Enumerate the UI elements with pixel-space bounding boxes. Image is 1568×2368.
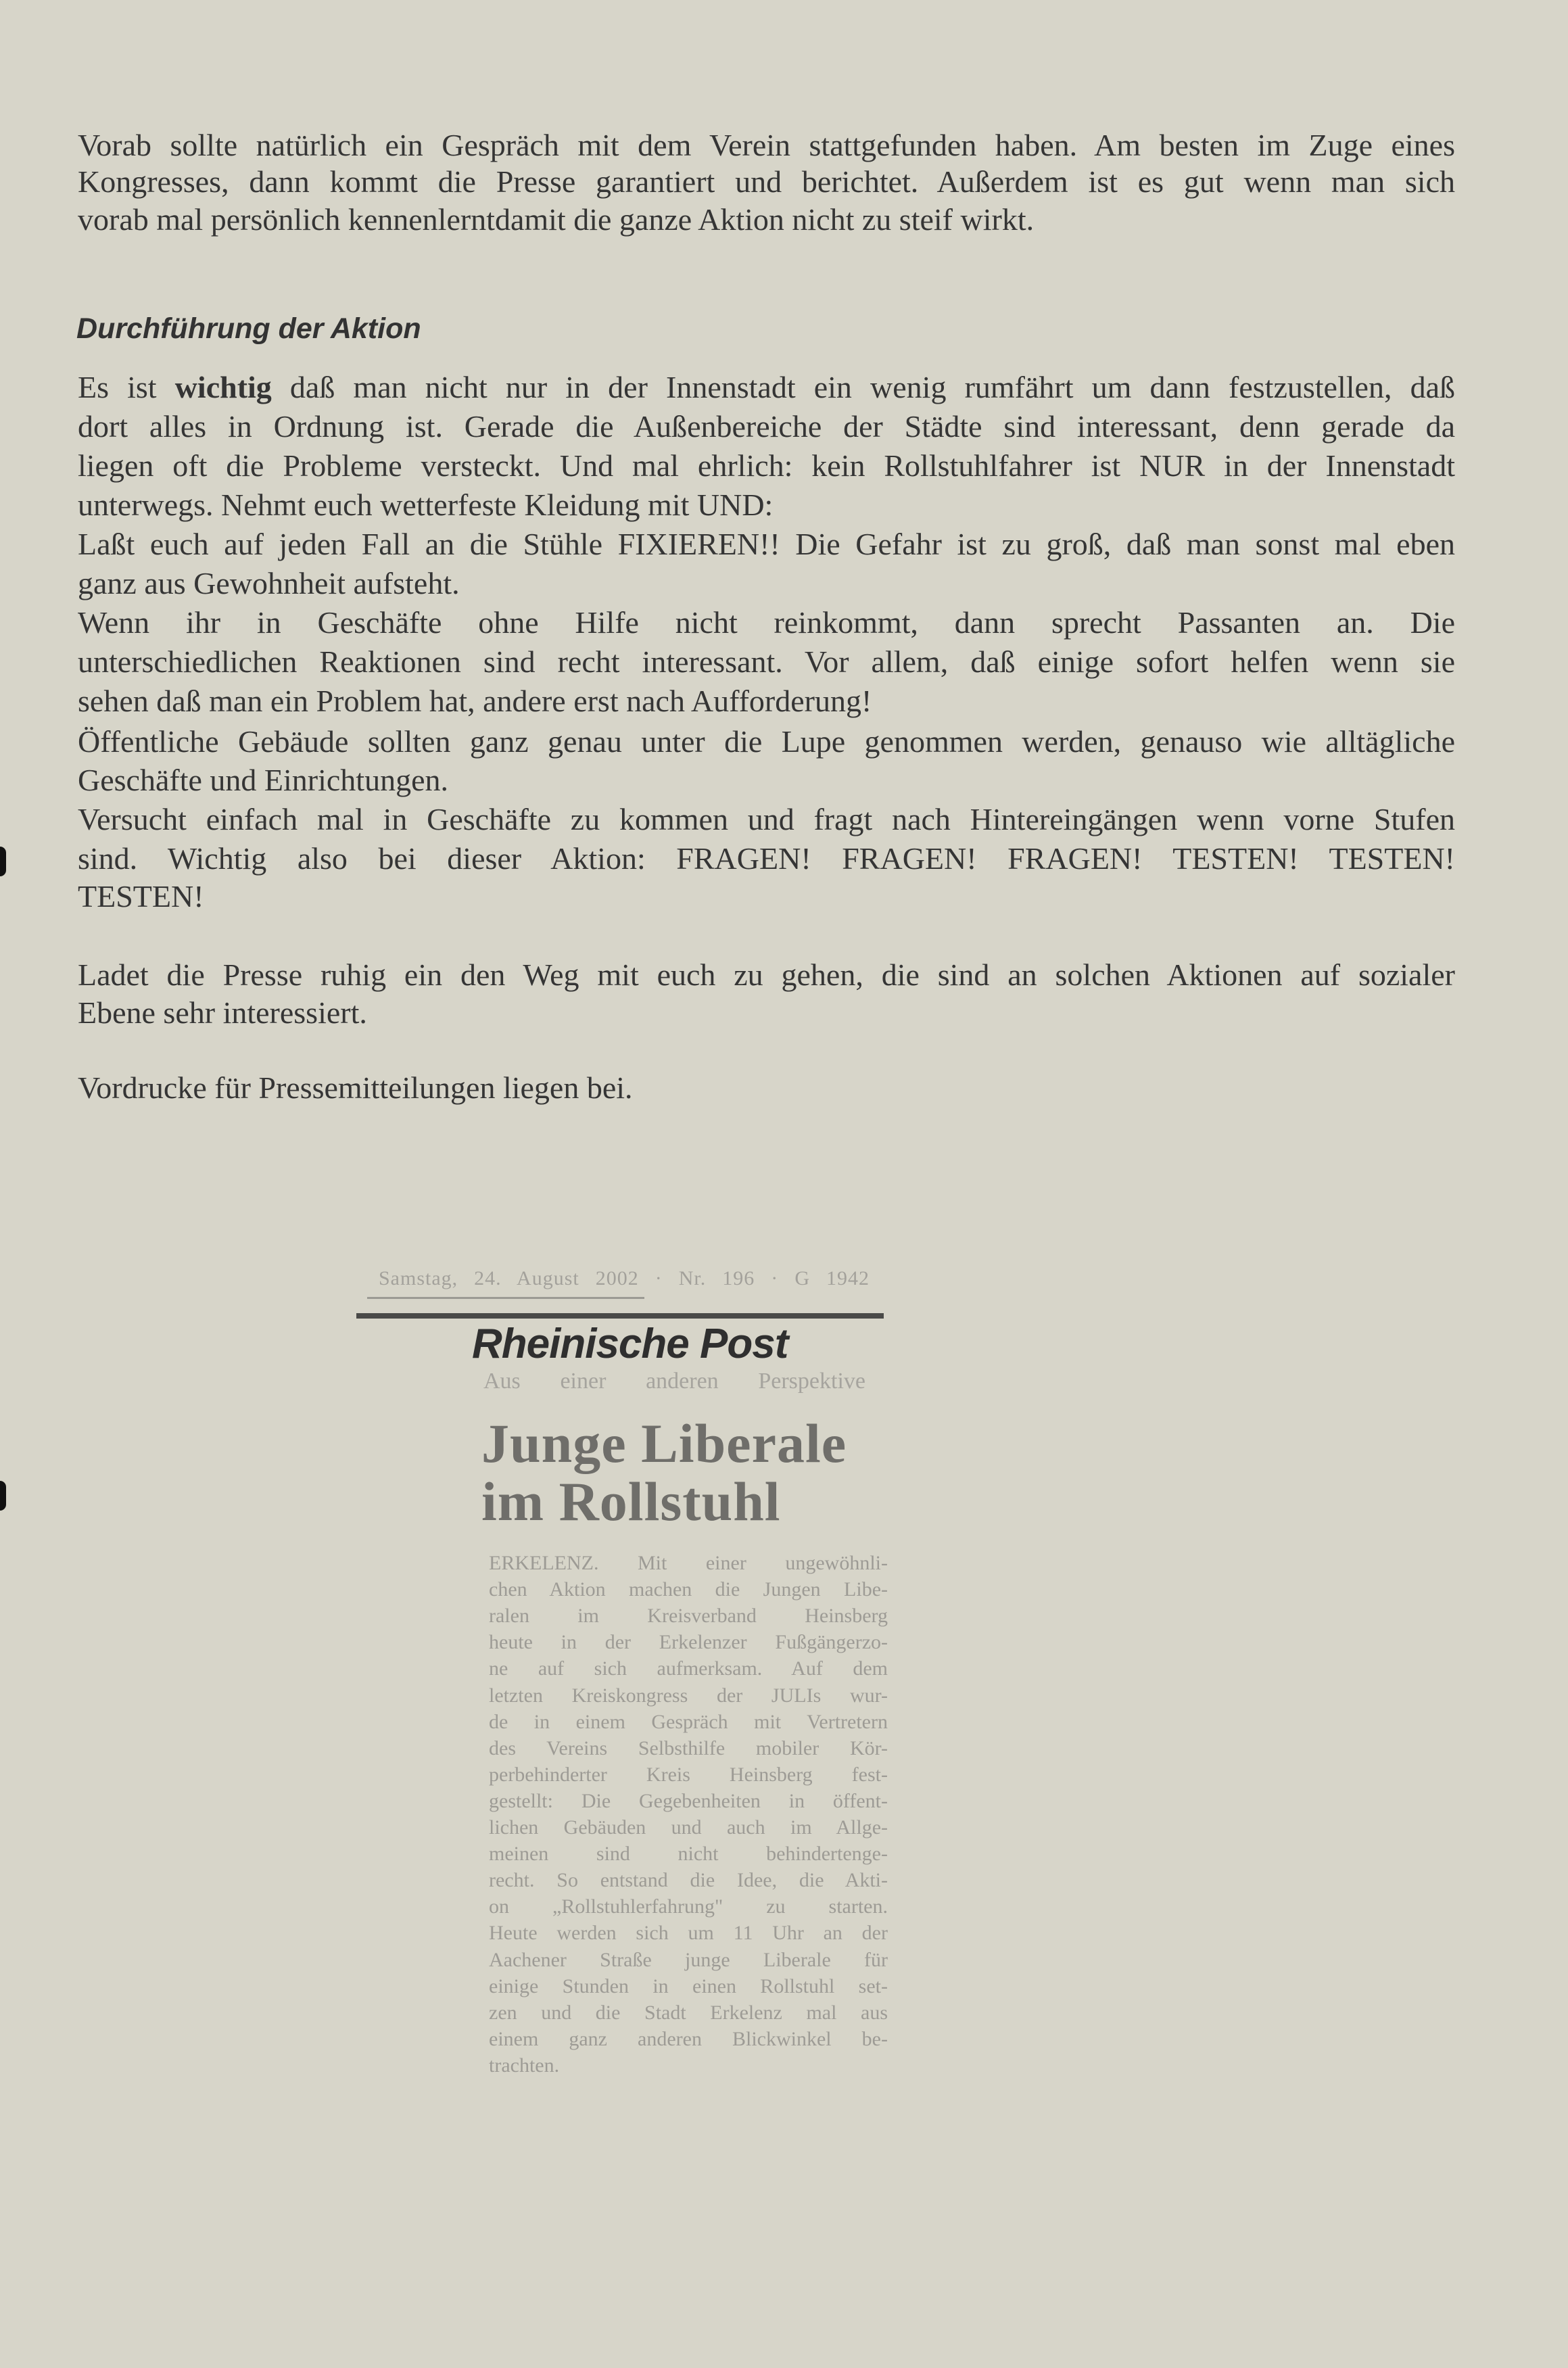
article-line: perbehinderter Kreis Heinsberg fest- (489, 1763, 888, 1786)
article-line: recht. So entstand die Idee, die Akti- (489, 1869, 888, 1892)
text-line: vorab mal persönlich kennenlerntdamit die ganze Aktion nicht zu steif wirkt. (78, 202, 1035, 237)
article-line: einem ganz anderen Blickwinkel be- (489, 2027, 888, 2050)
punch-hole-mark (0, 1481, 6, 1511)
divider (356, 1313, 884, 1319)
article-line: einige Stunden in einen Rollstuhl set- (489, 1974, 888, 1997)
text-line: Versucht einfach mal in Geschäfte zu kommen und fragt nach Hintereingängen wenn vorne Stufen (78, 802, 1455, 836)
text-line: unterschiedlichen Reaktionen sind recht interessant. Vor allem, daß einige sofort helfen wenn sie (78, 644, 1455, 679)
press-note: Vordrucke für Pressemitteilungen liegen bei. (78, 1070, 633, 1105)
newspaper-name: Rheinische Post (472, 1321, 788, 1367)
text-line: sehen daß man ein Problem hat, andere erst nach Aufforderung! (78, 684, 872, 718)
article-line: ERKELENZ. Mit einer ungewöhnli- (489, 1552, 888, 1574)
text-line: sind. Wichtig also bei dieser Aktion: FRAGEN! FRAGEN! FRAGEN! TESTEN! TESTEN! (78, 841, 1455, 876)
text-line: TESTEN! (78, 879, 204, 914)
article-line: on „Rollstuhlerfahrung" zu starten. (489, 1895, 888, 1918)
emphasis-text: wichtig (174, 370, 272, 404)
article-line: letzten Kreiskongress der JULIs wur- (489, 1684, 888, 1707)
text-line: Ebene sehr interessiert. (78, 995, 367, 1030)
punch-hole-mark (0, 847, 6, 876)
article-line: zen und die Stadt Erkelenz mal aus (489, 2001, 888, 2024)
article-line: Heute werden sich um 11 Uhr an der (489, 1922, 888, 1945)
article-line: de in einem Gespräch mit Vertretern (489, 1710, 888, 1733)
text-line: Geschäfte und Einrichtungen. (78, 763, 448, 797)
text-run: Es ist (78, 370, 175, 404)
article-line: gestellt: Die Gegebenheiten in öffent- (489, 1789, 888, 1812)
article-line: meinen sind nicht behindertenge- (489, 1843, 888, 1866)
divider (367, 1297, 644, 1299)
article-headline: im Rollstuhl (481, 1471, 781, 1532)
article-line: heute in der Erkelenzer Fußgängerzo- (489, 1631, 888, 1654)
text-line: Ladet die Presse ruhig ein den Weg mit euch zu gehen, die sind an solchen Aktionen auf sozialer (78, 957, 1455, 992)
article-headline: Junge Liberale (481, 1413, 847, 1474)
article-line: Aachener Straße junge Liberale für (489, 1948, 888, 1971)
article-line: ne auf sich aufmerksam. Auf dem (489, 1657, 888, 1680)
section-heading: Durchführung der Aktion (76, 312, 421, 345)
text-line: Laßt euch auf jeden Fall an die Stühle FIXIEREN!! Die Gefahr ist zu groß, daß man sonst mal eben (78, 527, 1455, 561)
text-line: Kongresses, dann kommt die Presse garantiert und berichtet. Außerdem ist es gut wenn man sich (78, 164, 1455, 199)
text-line: Vorab sollte natürlich ein Gespräch mit dem Verein stattgefunden haben. Am besten im Zuge eines (78, 128, 1455, 162)
clipping-dateline: Samstag, 24. August 2002 · Nr. 196 · G 1942 (379, 1267, 870, 1289)
article-line: trachten. (489, 2054, 560, 2077)
text-line (78, 368, 1455, 406)
article-line: lichen Gebäuden und auch im Allge- (489, 1816, 888, 1839)
text-line: Wenn ihr in Geschäfte ohne Hilfe nicht reinkommt, dann sprecht Passanten an. Die (78, 605, 1455, 640)
text-line: liegen oft die Probleme versteckt. Und mal ehrlich: kein Rollstuhlfahrer ist NUR in der Innenstadt (78, 448, 1455, 483)
text-line: Öffentliche Gebäude sollten ganz genau unter die Lupe genommen werden, genauso wie alltägliche (78, 724, 1455, 759)
text-run: daß man nicht nur in der Innenstadt ein wenig rumfährt um dann festzustellen, daß (271, 370, 1455, 404)
text-line: ganz aus Gewohnheit aufsteht. (78, 566, 460, 600)
text-line: dort alles in Ordnung ist. Gerade die Außenbereiche der Städte sind interessant, denn gerade da (78, 409, 1455, 444)
article-line: chen Aktion machen die Jungen Libe- (489, 1578, 888, 1601)
newspaper-subtitle: Aus einer anderen Perspektive (483, 1369, 865, 1394)
text-line: unterwegs. Nehmt euch wetterfeste Kleidung mit UND: (78, 488, 774, 522)
article-line: des Vereins Selbsthilfe mobiler Kör- (489, 1736, 888, 1759)
article-line: ralen im Kreisverband Heinsberg (489, 1605, 888, 1628)
